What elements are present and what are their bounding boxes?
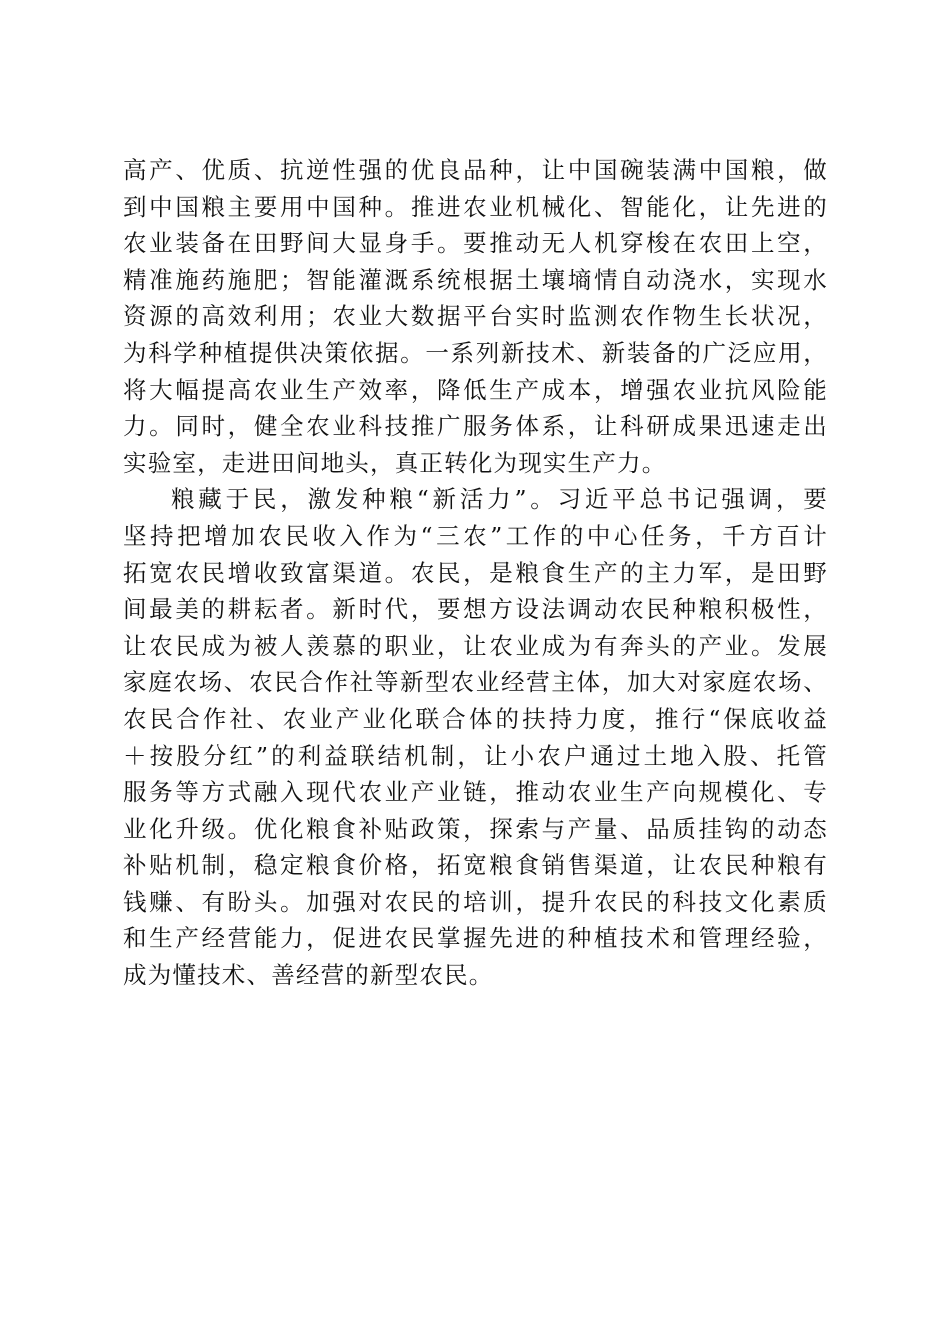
text-line: 农民合作社、农业产业化联合体的扶持力度，推行“保底收益 (123, 704, 828, 733)
text-line: 和生产经营能力，促进农民掌握先进的种植技术和管理经验， (123, 924, 828, 953)
text-line: 家庭农场、农民合作社等新型农业经营主体，加大对家庭农场、 (123, 668, 828, 697)
paragraph-2 (123, 481, 828, 993)
text-line: 到中国粮主要用中国种。推进农业机械化、智能化，让先进的 (123, 192, 828, 221)
text-line: 成为懂技术、善经营的新型农民。 (123, 961, 494, 990)
document-body (123, 152, 828, 994)
text-line: 将大幅提高农业生产效率，降低生产成本，增强农业抗风险能 (123, 375, 828, 404)
text-line: 业化升级。优化粮食补贴政策，探索与产量、品质挂钩的动态 (123, 814, 828, 843)
text-line: 补贴机制，稳定粮食价格，拓宽粮食销售渠道，让农民种粮有 (123, 851, 828, 880)
text-line: 精准施药施肥；智能灌溉系统根据土壤墒情自动浇水，实现水 (123, 265, 828, 294)
text-line: 资源的高效利用；农业大数据平台实时监测农作物生长状况， (123, 302, 828, 331)
text-line: 间最美的耕耘者。新时代，要想方设法调动农民种粮积极性， (123, 595, 828, 624)
text-line: 为科学种植提供决策依据。一系列新技术、新装备的广泛应用， (123, 338, 828, 367)
text-line: 力。同时，健全农业科技推广服务体系，让科研成果迅速走出 (123, 412, 828, 441)
text-line: 高产、优质、抗逆性强的优良品种，让中国碗装满中国粮，做 (123, 156, 828, 184)
paragraph-1 (123, 152, 828, 481)
text-line: 农业装备在田野间大显身手。要推动无人机穿梭在农田上空， (123, 229, 828, 258)
text-line: 钱赚、有盼头。加强对农民的培训，提升农民的科技文化素质 (123, 887, 828, 916)
text-line: 拓宽农民增收致富渠道。农民，是粮食生产的主力军，是田野 (123, 558, 828, 587)
text-line: 让农民成为被人羡慕的职业，让农业成为有奔头的产业。发展 (123, 631, 828, 660)
text-line: 坚持把增加农民收入作为“三农”工作的中心任务，千方百计 (123, 521, 828, 550)
text-line: 实验室，走进田间地头，真正转化为现实生产力。 (123, 448, 667, 477)
text-line: ＋按股分红”的利益联结机制，让小农户通过土地入股、托管 (123, 741, 828, 770)
text-line: 服务等方式融入现代农业产业链，推动农业生产向规模化、专 (123, 778, 828, 807)
text-line: 粮藏于民，激发种粮“新活力”。习近平总书记强调，要 (171, 485, 828, 514)
